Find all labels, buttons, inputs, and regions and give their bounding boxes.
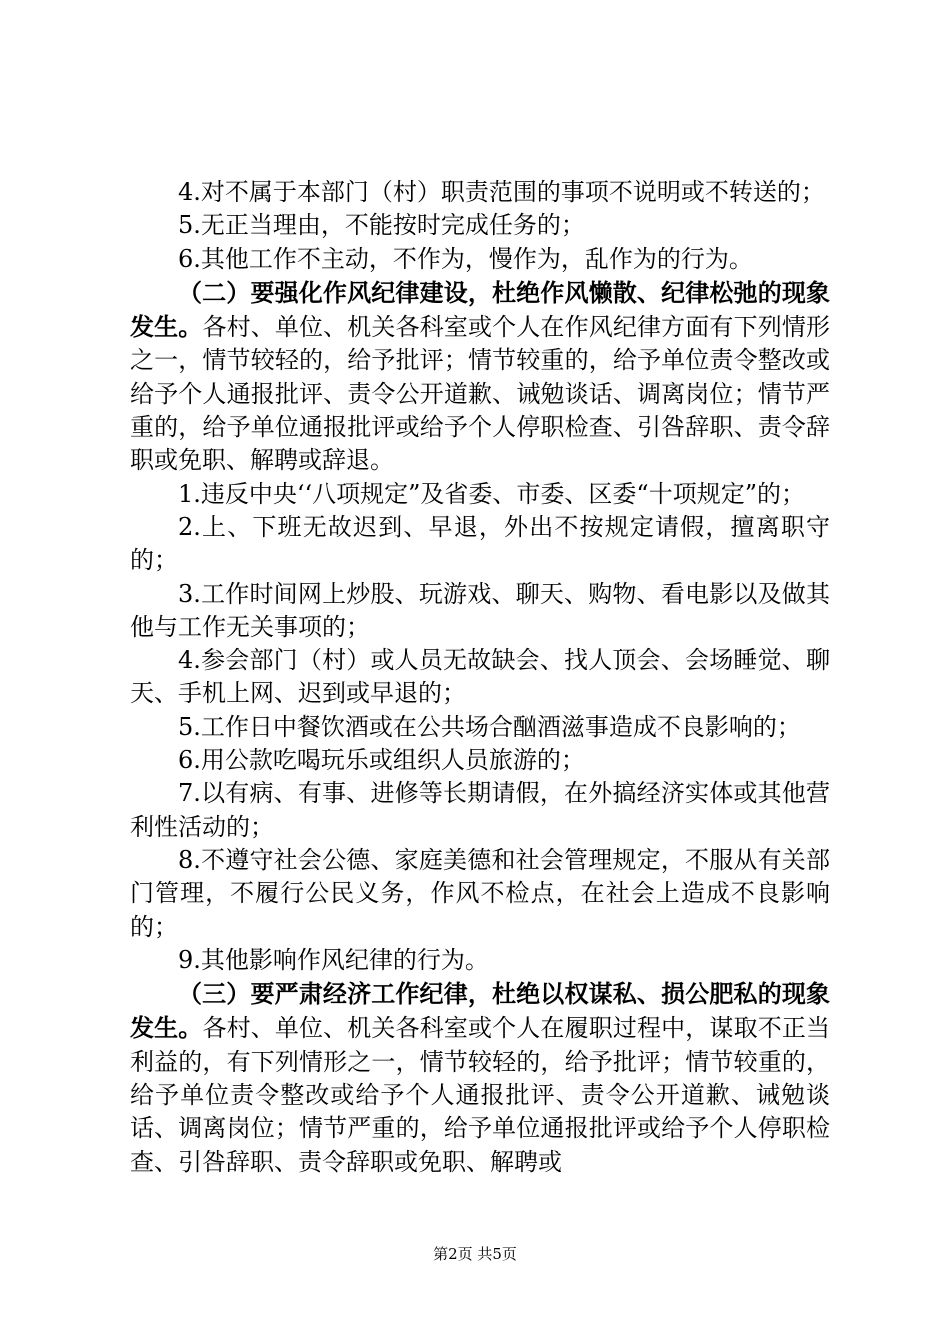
list-paragraph: 4.对不属于本部门（村）职责范围的事项不说明或不转送的； xyxy=(178,178,825,206)
document-body xyxy=(130,176,830,1179)
section-heading: （三）要严肃经济工作纪律，杜绝以权谋私、损公肥私的现象发生。 xyxy=(130,979,830,1043)
list-paragraph: 5.无正当理由，不能按时完成任务的； xyxy=(178,211,585,240)
list-paragraph: 9.其他影响作风纪律的行为。 xyxy=(178,945,489,974)
list-paragraph: 6.其他工作不主动，不作为，慢作为，乱作为的行为。 xyxy=(178,244,753,273)
section-heading: （二）要强化作风纪律建设，杜绝作风懒散、纪律松弛的现象发生。 xyxy=(130,277,830,342)
page-footer: 第2页 共5页 xyxy=(433,1245,517,1263)
list-paragraph: 7.以有病、有事、进修等长期请假，在外搞经济实体或其他营利性活动的； xyxy=(130,779,830,841)
list-paragraph: 2.上、下班无故迟到、早退，外出不按规定请假，擅离职守的； xyxy=(130,512,830,575)
list-paragraph: 3.工作时间网上炒股、玩游戏、聊天、购物、看电影以及做其他与工作无关事项的； xyxy=(130,579,830,641)
list-paragraph: 5.工作日中餐饮酒或在公共场合酗酒滋事造成不良影响的； xyxy=(178,712,801,741)
list-paragraph: 4.参会部门（村）或人员无故缺会、找人顶会、会场睡觉、聊天、手机上网、迟到或早退的； xyxy=(130,646,830,708)
section-paragraph xyxy=(130,977,830,1179)
section-paragraph xyxy=(130,276,830,478)
list-paragraph: 8.不遵守社会公德、家庭美德和社会管理规定，不服从有关部门管理，不履行公民义务，作风不检点，在社会上造成不良影响的； xyxy=(130,845,830,941)
section-body-text: 各村、单位、机关各科室或个人在履职过程中，谋取不正当利益的，有下列情形之一，情节较轻的，给予批评；情节较重的，给予单位责令整改或给予个人通报批评、责令公开道歉、诫勉谈话、调离岗位；情节严重的，给予单位通报批评或给予个人停职检查、引咎辞职、责令辞职或免职、解聘或 xyxy=(130,1014,831,1176)
section-body-text: 各村、单位、机关各科室或个人在作风纪律方面有下列情形之一，情节较轻的，给予批评；情节较重的，给予单位责令整改或给予个人通报批评、责令公开道歉、诫勉谈话、调离岗位；情节严重的，给予单位通报批评或给予个人停职检查、引咎辞职、责令辞职或免职、解聘或辞退。 xyxy=(130,313,831,475)
list-paragraph: 6.用公款吃喝玩乐或组织人员旅游的； xyxy=(178,746,585,775)
list-paragraph: 1.违反中央‘‘八项规定”及省委、市委、区委“十项规定”的； xyxy=(178,479,805,508)
